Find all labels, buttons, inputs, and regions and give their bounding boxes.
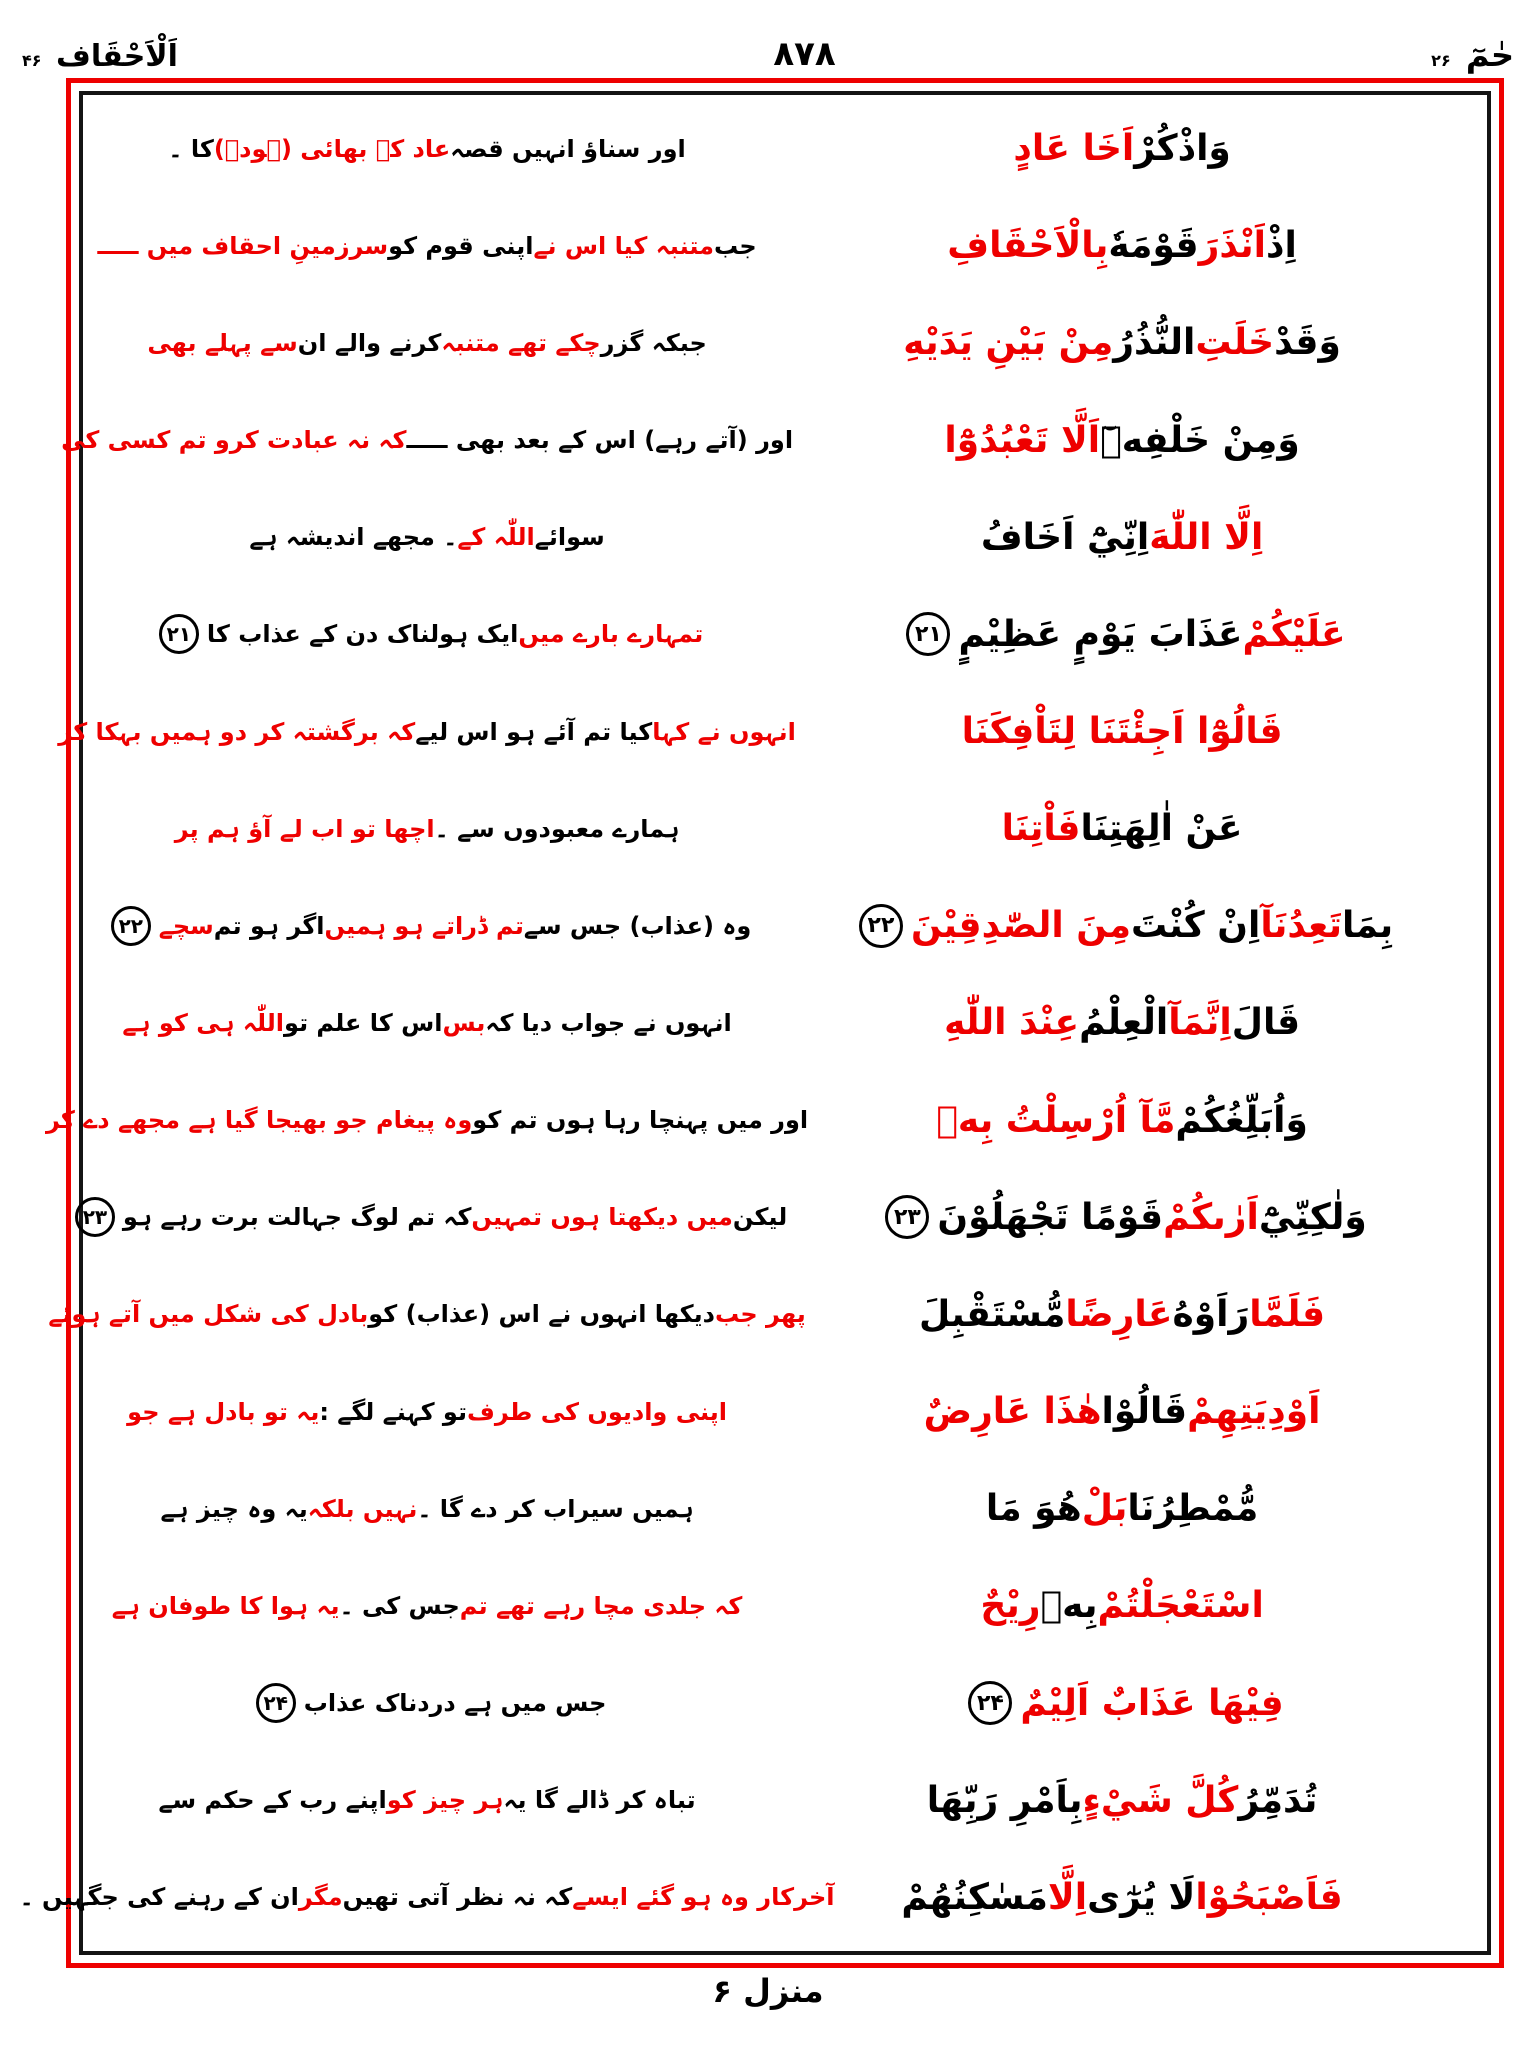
- text-segment: کہ جلدی مچا رہے تھے تم: [459, 1591, 743, 1620]
- urdu-translation-line: [90, 232, 764, 260]
- arabic-verse-line: [764, 1585, 1480, 1626]
- verse-row: [90, 586, 1480, 683]
- arabic-verse-line: [764, 517, 1480, 558]
- text-segment: ہر چیز کو: [386, 1786, 504, 1815]
- arabic-verse-line: [764, 1780, 1480, 1821]
- text-segment: بس: [442, 1008, 486, 1037]
- text-segment: قَالُوْٓا اَجِئْتَنَا لِتَاْفِكَنَا: [961, 711, 1283, 753]
- text-segment: دیکھا انہوں نے اس (عذاب) کو: [368, 1300, 715, 1329]
- text-segment: جس میں ہے دردناک عذاب: [303, 1689, 607, 1718]
- arabic-verse-line: [764, 225, 1480, 266]
- text-segment: کہ تم لوگ جہالت برت رہے ہو: [122, 1203, 472, 1232]
- page-number: ۸۷۸: [773, 34, 836, 74]
- text-segment: کہ نہ نظر آتی تھیں: [342, 1883, 573, 1912]
- text-segment: یہ وہ چیز ہے: [160, 1494, 308, 1523]
- verse-row: [90, 294, 1480, 391]
- text-segment: مِنَ الصّٰدِقِيْنَ: [910, 905, 1131, 947]
- text-segment: وہ پیغام جو بھیجا گیا ہے مجھے دے کر: [45, 1106, 473, 1135]
- arabic-verse-line: [764, 808, 1480, 849]
- text-segment: اِنِّيْٓ اَخَافُ: [980, 516, 1150, 558]
- verse-row: [61, 391, 1480, 488]
- text-segment: تو کہنے لگے :: [319, 1397, 467, 1426]
- text-segment: انہوں نے کہا: [652, 717, 796, 746]
- urdu-translation-line: [90, 1683, 764, 1723]
- surah-title-text: اَلْاَحْقَاف: [55, 39, 178, 74]
- verse-number-badge: ۲۱: [159, 614, 199, 654]
- text-segment: عَنْ اٰلِهَتِنَا: [1080, 808, 1243, 850]
- text-segment: كُلَّ شَيْءٍ: [1082, 1779, 1239, 1821]
- text-segment: کہ نہ عبادت کرو تم کسی کی: [61, 426, 407, 455]
- urdu-translation-line: [45, 1106, 809, 1135]
- text-segment: هٰذَا عَارِضٌ: [923, 1391, 1102, 1433]
- urdu-translation-line: [58, 717, 796, 746]
- verse-row: [90, 1557, 1480, 1654]
- text-segment: اپنے رب کے حکم سے: [158, 1786, 387, 1815]
- text-segment: عَارِضًا: [1065, 1293, 1173, 1335]
- urdu-translation-line: [82, 1197, 788, 1237]
- text-segment: مَّآ اُرْسِلْتُ بِهٖ: [936, 1099, 1176, 1141]
- text-segment: سوائے: [534, 523, 605, 552]
- verse-row: [90, 1655, 1480, 1752]
- verse-row: [90, 100, 1480, 197]
- urdu-translation-line: [90, 614, 764, 654]
- text-segment: مِنْ بَيْنِ يَدَيْهِ: [903, 322, 1114, 364]
- arabic-verse-line: [764, 612, 1480, 656]
- text-segment: اِلَّا: [1047, 1876, 1088, 1918]
- arabic-verse-line: [764, 420, 1480, 461]
- urdu-translation-line: [90, 523, 764, 551]
- verse-number-badge: ۲۱: [906, 612, 950, 656]
- verse-row: [90, 974, 1480, 1071]
- text-segment: ایک ہولناک دن کے عذاب کا: [206, 620, 519, 649]
- manzil-footer-label: منزل ۶: [712, 1972, 824, 2010]
- text-segment: بِمَا: [1342, 905, 1394, 947]
- text-segment: عِنْدَ اللّٰهِ: [944, 1002, 1080, 1044]
- text-segment: مُّمْطِرُنَا: [1127, 1488, 1259, 1530]
- text-segment: بَلْ: [1081, 1488, 1128, 1530]
- text-segment: اگر ہو تم: [213, 911, 325, 940]
- text-segment: اِنْ كُنْتَ: [1130, 905, 1261, 947]
- text-segment: قَالُوْا: [1101, 1391, 1188, 1433]
- arabic-verse-line: [764, 1002, 1480, 1043]
- verse-row: [90, 780, 1480, 877]
- text-segment: اس کا علم تو: [284, 1008, 443, 1037]
- arabic-verse-line: [764, 711, 1480, 752]
- text-segment: رِيْحٌ: [980, 1585, 1041, 1627]
- urdu-translation-line: [90, 329, 764, 357]
- arabic-verse-line: [764, 1294, 1480, 1335]
- text-segment: وَمِنْ خَلْفِهٖٓ: [1100, 419, 1300, 461]
- text-segment: کیا تم آئے ہو اس لیے: [415, 717, 653, 746]
- text-segment: وَاُبَلِّغُكُمْ: [1175, 1099, 1308, 1141]
- text-segment: متنبہ کیا اس نے: [533, 231, 715, 260]
- text-segment: اپنی قوم کو: [388, 231, 534, 260]
- verse-row: [90, 197, 1480, 294]
- text-segment: مَسٰكِنُهُمْ: [901, 1876, 1048, 1918]
- verse-row: [19, 1849, 1480, 1946]
- text-segment: ان کے رہنے کی جگہیں ۔: [19, 1883, 299, 1912]
- text-segment: یہ ہوا کا طوفان ہے: [111, 1591, 340, 1620]
- text-segment: اَنْذَرَ: [1198, 225, 1266, 267]
- verse-row: [90, 1460, 1480, 1557]
- text-segment: یہ تو بادل ہے جو: [127, 1397, 320, 1426]
- text-segment: بِهٖ: [1040, 1585, 1098, 1627]
- text-segment: قَالَ: [1231, 1002, 1301, 1044]
- verse-number-badge: ۲۳: [885, 1195, 929, 1239]
- verse-number-badge: ۲۴: [968, 1681, 1012, 1725]
- urdu-translation-line: [48, 1300, 806, 1329]
- text-segment: سچے: [158, 911, 214, 940]
- text-segment: بادل کی شکل میں آتے ہوئے: [48, 1300, 369, 1329]
- text-segment: اللّٰہ ہی کو ہے: [122, 1008, 285, 1037]
- text-segment: خَلَتِ: [1195, 322, 1275, 364]
- text-segment: جس کی ۔: [339, 1591, 460, 1620]
- urdu-translation-line: [19, 1883, 835, 1912]
- text-segment: وَقَدْ: [1274, 322, 1341, 364]
- text-segment: تُدَمِّرُ: [1238, 1779, 1318, 1821]
- text-segment: اِذْ: [1266, 225, 1297, 267]
- text-segment: ہمیں سیراب کر دے گا ۔: [417, 1494, 694, 1523]
- text-segment: تمہارے بارے میں: [518, 620, 704, 649]
- text-segment: وَلٰكِنِّيْٓ: [1258, 1196, 1367, 1238]
- surah-name-label: [22, 39, 178, 74]
- text-segment: مُّسْتَقْبِلَ: [919, 1293, 1066, 1335]
- verse-row: [45, 1072, 1480, 1169]
- text-segment: عَذَابَ يَوْمٍ عَظِيْمٍ: [958, 613, 1243, 655]
- text-segment: سرزمینِ احقاف میں ـــــ: [97, 231, 389, 260]
- text-segment: قَوْمَهٗ: [1108, 225, 1199, 267]
- text-segment: کا ۔: [168, 134, 214, 163]
- arabic-verse-line: [764, 904, 1480, 948]
- text-segment: رَاَوْهُ: [1172, 1293, 1250, 1335]
- text-segment: فَاَصْبَحُوْا: [1195, 1876, 1343, 1918]
- text-segment: انہوں نے جواب دیا کہ: [485, 1008, 732, 1037]
- text-segment: کہ برگشتہ کر دو ہمیں بہکا کر: [58, 717, 416, 746]
- text-segment: لَا يُرٰٓى: [1087, 1876, 1196, 1918]
- text-segment: اور (آتے رہے) اس کے بعد بھی ـــــ: [406, 426, 794, 455]
- text-segment: ہمارے معبودوں سے ۔: [434, 814, 680, 843]
- text-segment: اسْتَعْجَلْتُمْ: [1097, 1585, 1264, 1627]
- verse-number-badge: ۲۳: [75, 1197, 115, 1237]
- verse-row: [48, 1266, 1480, 1363]
- verse-number-badge: ۲۲: [111, 906, 151, 946]
- text-segment: کرنے والے ان: [297, 328, 442, 357]
- text-segment: اَلَّا تَعْبُدُوْٓا: [944, 419, 1101, 461]
- juz-number-text: ۲۶: [1431, 51, 1451, 70]
- text-segment: اَوْدِيَتِهِمْ: [1187, 1391, 1321, 1433]
- verse-number-badge: ۲۴: [256, 1683, 296, 1723]
- arabic-verse-line: [764, 128, 1480, 169]
- text-segment: آخرکار وہ ہو گئے ایسے: [572, 1883, 835, 1912]
- juz-name-label: [1431, 36, 1514, 74]
- arabic-verse-line: [764, 1100, 1480, 1141]
- text-segment: میں دیکھتا ہوں تمہیں: [471, 1203, 733, 1232]
- text-segment: لیکن: [732, 1203, 788, 1232]
- text-segment: جبکہ گزر: [600, 328, 707, 357]
- verse-row: [90, 1752, 1480, 1849]
- text-segment: اِنَّمَآ: [1168, 1002, 1232, 1044]
- verse-number-badge: ۲۲: [859, 904, 903, 948]
- text-segment: قَوْمًا تَجْهَلُوْنَ: [937, 1196, 1164, 1238]
- text-segment: عاد کے بھائی (ہودؑ): [213, 134, 451, 163]
- text-segment: فَلَمَّا: [1249, 1293, 1326, 1335]
- verse-row: [90, 1363, 1480, 1460]
- arabic-verse-line: [764, 1488, 1480, 1529]
- text-segment: مگر: [298, 1883, 343, 1912]
- text-segment: وَاذْكُرْ: [1134, 128, 1231, 170]
- text-segment: اِلَّا اللّٰهَ: [1149, 516, 1264, 558]
- text-segment: تباہ کر ڈالے گا یہ: [503, 1786, 696, 1815]
- text-segment: اَخَا عَادٍ: [1013, 128, 1135, 170]
- arabic-verse-line: [764, 322, 1480, 363]
- juz-title-text: حٰمٓ: [1465, 36, 1514, 74]
- urdu-translation-line: [90, 1009, 764, 1037]
- text-segment: تَعِدُنَآ: [1260, 905, 1342, 947]
- text-segment: فِيْهَا عَذَابٌ اَلِيْمٌ: [1020, 1682, 1284, 1724]
- text-segment: عَلَيْكُمْ: [1242, 613, 1346, 655]
- text-segment: ۔ مجھے اندیشہ ہے: [249, 523, 458, 552]
- text-segment: پھر جب: [714, 1300, 806, 1329]
- verse-row: [90, 489, 1480, 586]
- text-segment: النُّذُرُ: [1113, 322, 1196, 364]
- text-segment: اچھا تو اب لے آؤ ہم پر: [174, 814, 435, 843]
- page-header: [22, 16, 1514, 74]
- arabic-verse-line: [764, 1195, 1480, 1239]
- text-segment: هُوَ مَا: [985, 1488, 1082, 1530]
- text-segment: فَاْتِنَا: [1001, 808, 1081, 850]
- verse-rows: [19, 100, 1480, 1946]
- arabic-verse-line: [764, 1877, 1480, 1918]
- text-segment: سے پہلے بھی: [147, 328, 298, 357]
- urdu-translation-line: [90, 815, 764, 843]
- urdu-translation-line: [90, 1786, 764, 1814]
- urdu-translation-line: [90, 906, 764, 946]
- arabic-verse-line: [764, 1681, 1480, 1725]
- text-segment: الْعِلْمُ: [1079, 1002, 1169, 1044]
- text-segment: اور سناؤ انہیں قصہ: [450, 134, 686, 163]
- arabic-verse-line: [764, 1391, 1480, 1432]
- text-segment: چکے تھے متنبہ: [441, 328, 601, 357]
- text-segment: اللّٰہ کے: [457, 523, 535, 552]
- text-segment: اپنی وادیوں کی طرف: [466, 1397, 728, 1426]
- text-segment: بِالْاَحْقَافِ: [947, 225, 1109, 267]
- urdu-translation-line: [90, 1398, 764, 1426]
- urdu-translation-line: [61, 426, 794, 455]
- text-segment: وہ (عذاب) جس سے: [523, 911, 752, 940]
- verse-row: [82, 1169, 1480, 1266]
- text-segment: اَرٰىكُمْ: [1163, 1196, 1259, 1238]
- text-segment: اور میں پہنچا رہا ہوں تم کو: [472, 1106, 809, 1135]
- urdu-translation-line: [90, 1592, 764, 1620]
- text-segment: تم ڈراتے ہو ہمیں: [324, 911, 524, 940]
- verse-row: [58, 683, 1480, 780]
- text-segment: بِاَمْرِ رَبِّهَا: [926, 1779, 1083, 1821]
- urdu-translation-line: [90, 1495, 764, 1523]
- urdu-translation-line: [90, 135, 764, 163]
- surah-number-text: ۴۶: [22, 51, 42, 70]
- text-segment: جب: [714, 231, 757, 260]
- text-segment: نہیں بلکہ: [307, 1494, 418, 1523]
- verse-row: [90, 877, 1480, 974]
